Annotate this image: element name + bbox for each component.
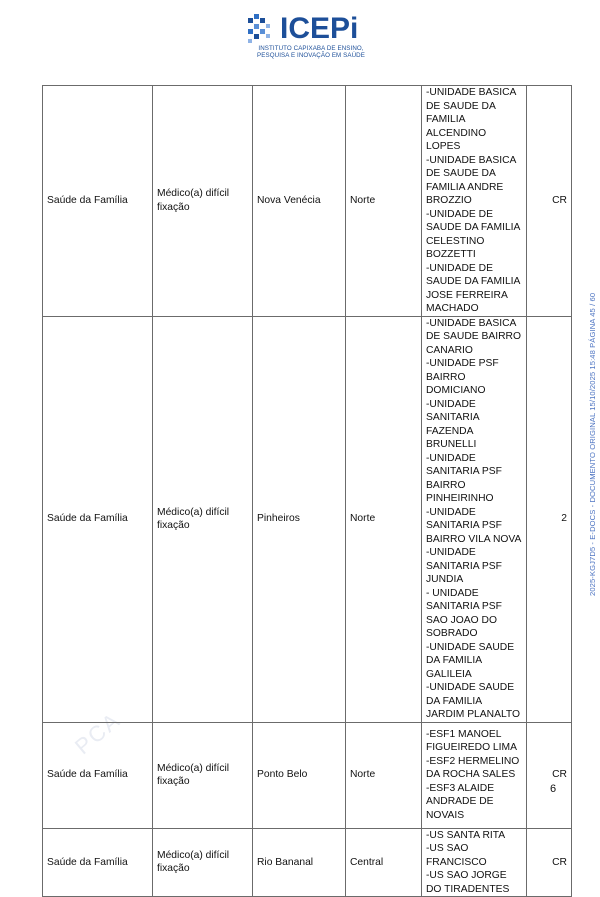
vacancies-cell: CR — [527, 828, 572, 897]
position-cell: Médico(a) difícil fixação — [153, 316, 253, 722]
area-cell: Saúde da Família — [43, 828, 153, 897]
region-cell: Central — [346, 828, 422, 897]
icepi-logo — [246, 12, 366, 62]
units-cell: -UNIDADE BASICA DE SAUDE DA FAMILIA ALCENDINO LOPES -UNIDADE BASICA DE SAUDE DA FAMILIA ANDRE BROZZIO -UNIDADE DE SAUDE DA FAMILIA CELESTINO BOZZETTI -UNIDADE DE SAUDE DA FAMILIA JOSE FERREIRA MACHADO — [422, 86, 527, 317]
vacancies-cell: CR — [527, 86, 572, 317]
document-side-stamp: 2025-KGJ7D5 - E-DOCS - DOCUMENTO ORIGINAL 15/10/2025 15:48 PÁGINA 45 / 60 — [588, 292, 597, 596]
table-row — [43, 86, 572, 317]
table-row — [43, 828, 572, 897]
vacancies-table — [42, 85, 572, 897]
position-cell: Médico(a) difícil fixação — [153, 722, 253, 828]
page-number: 6 — [550, 783, 557, 795]
table-row — [43, 722, 572, 828]
units-cell: -US SANTA RITA -US SAO FRANCISCO -US SAO JORGE DO TIRADENTES — [422, 828, 527, 897]
table-row — [43, 316, 572, 722]
municipality-cell: Rio Bananal — [253, 828, 346, 897]
region-cell: Norte — [346, 86, 422, 317]
municipality-cell: Pinheiros — [253, 316, 346, 722]
logo-tagline-line-1: INSTITUTO CAPIXABA DE ENSINO, — [258, 45, 364, 52]
region-cell: Norte — [346, 722, 422, 828]
municipality-cell: Ponto Belo — [253, 722, 346, 828]
area-cell: Saúde da Família — [43, 722, 153, 828]
region-cell: Norte — [346, 316, 422, 722]
watermark: PCA — [70, 707, 126, 760]
vacancies-cell: 2 — [527, 316, 572, 722]
position-cell: Médico(a) difícil fixação — [153, 86, 253, 317]
area-cell: Saúde da Família — [43, 316, 153, 722]
logo-wordmark: ICEPi — [280, 12, 359, 45]
position-cell: Médico(a) difícil fixação — [153, 828, 253, 897]
area-cell: Saúde da Família — [43, 86, 153, 317]
vacancies-cell: CR — [527, 722, 572, 828]
logo-tagline-line-2: PESQUISA E INOVAÇÃO EM SAÚDE — [257, 52, 365, 59]
municipality-cell: Nova Venécia — [253, 86, 346, 317]
units-cell: -ESF1 MANOEL FIGUEIREDO LIMA -ESF2 HERMELINO DA ROCHA SALES -ESF3 ALAIDE ANDRADE DE NOVAIS — [422, 722, 527, 828]
icepi-logo-mark-icon — [246, 12, 280, 48]
logo-tagline — [252, 45, 370, 59]
units-cell: -UNIDADE BASICA DE SAUDE BAIRRO CANARIO -UNIDADE PSF BAIRRO DOMICIANO -UNIDADE SANITARIA FAZENDA BRUNELLI -UNIDADE SANITARIA PSF BAIRRO PINHEIRINHO -UNIDADE SANITARIA PSF BAIRRO VILA NOVA -UNIDADE SANITARIA PSF JUNDIA - UNIDADE SANITARIA PSF SAO JOAO DO SOBRADO -UNIDADE SAUDE DA FAMILIA GALILEIA -UNIDADE SAUDE DA FAMILIA JARDIM PLANALTO — [422, 316, 527, 722]
